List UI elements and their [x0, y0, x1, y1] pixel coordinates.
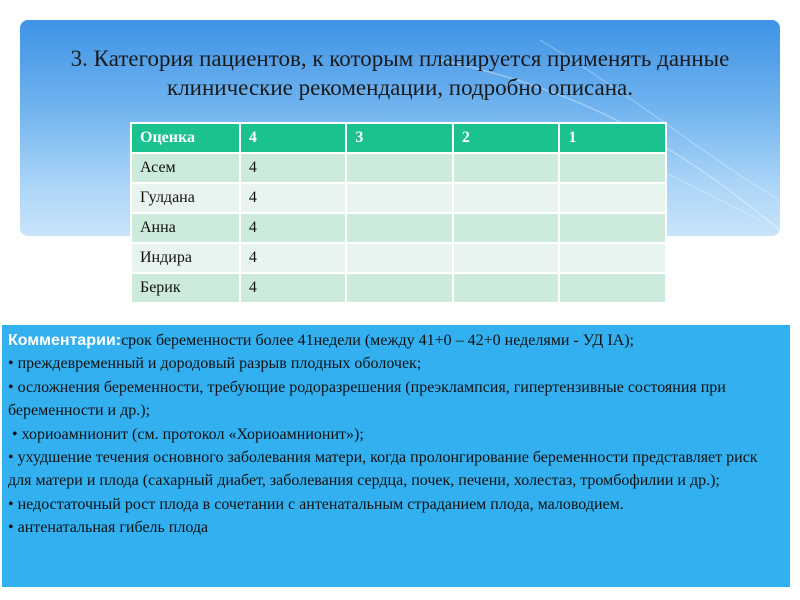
comment-item: • ухудшение течения основного заболевания матери, когда пролонгирование беременности представляет риск для матери и плода (сахарный диабет, заболевания сердца, почек, печени, холестаз, тромбофилии и др.); — [8, 449, 758, 490]
header-cell-3: 3 — [346, 123, 453, 153]
comment-first-text: срок беременности более 41недели (между 41+0 – 42+0 неделями - УД IA); — [121, 332, 634, 349]
row-value-3 — [346, 213, 453, 243]
row-value-2 — [453, 213, 560, 243]
table-row — [131, 273, 666, 303]
row-value-4: 4 — [240, 153, 347, 183]
comment-item: • хориоамнионит (см. протокол «Хориоамнионит»); — [8, 425, 364, 443]
row-name: Асем — [131, 153, 240, 183]
comment-box — [2, 325, 790, 587]
grades-table — [130, 122, 667, 304]
table-row — [131, 213, 666, 243]
comment-item: • преждевременный и дородовый разрыв плодных оболочек; — [8, 355, 422, 373]
row-value-4: 4 — [240, 213, 347, 243]
row-value-2 — [453, 243, 560, 273]
row-value-2 — [453, 153, 560, 183]
row-value-1 — [559, 153, 666, 183]
row-value-4: 4 — [240, 183, 347, 213]
row-name: Берик — [131, 273, 240, 303]
row-value-1 — [559, 273, 666, 303]
row-value-1 — [559, 243, 666, 273]
table-row — [131, 153, 666, 183]
comment-item: • осложнения беременности, требующие родоразрешения (преэклампсия, гипертензивные состояния при беременности и др.); — [8, 378, 726, 420]
slide-title: 3. Категория пациентов, к которым планируется применять данные клинические рекомендации, подробно описана. — [70, 46, 730, 100]
row-value-3 — [346, 273, 453, 303]
header-cell-grade: Оценка — [131, 123, 240, 153]
row-value-4: 4 — [240, 243, 347, 273]
row-value-2 — [453, 273, 560, 303]
table-header-row — [131, 123, 666, 153]
row-value-1 — [559, 213, 666, 243]
table-row — [131, 183, 666, 213]
row-name: Анна — [131, 213, 240, 243]
header-cell-2: 2 — [453, 123, 560, 153]
row-name: Гулдана — [131, 183, 240, 213]
comment-item: • недостаточный рост плода в сочетании с антенатальным страданием плода, маловодием. — [8, 495, 624, 513]
header-cell-1: 1 — [559, 123, 666, 153]
row-value-2 — [453, 183, 560, 213]
comment-first-line — [8, 329, 784, 352]
row-value-3 — [346, 243, 453, 273]
table-row — [131, 243, 666, 273]
header-cell-4: 4 — [240, 123, 347, 153]
row-name: Индира — [131, 243, 240, 273]
row-value-3 — [346, 183, 453, 213]
comment-lead: Комментарии: — [8, 332, 122, 349]
comment-item: • антенатальная гибель плода — [8, 519, 209, 537]
row-value-1 — [559, 183, 666, 213]
row-value-4: 4 — [240, 273, 347, 303]
row-value-3 — [346, 153, 453, 183]
